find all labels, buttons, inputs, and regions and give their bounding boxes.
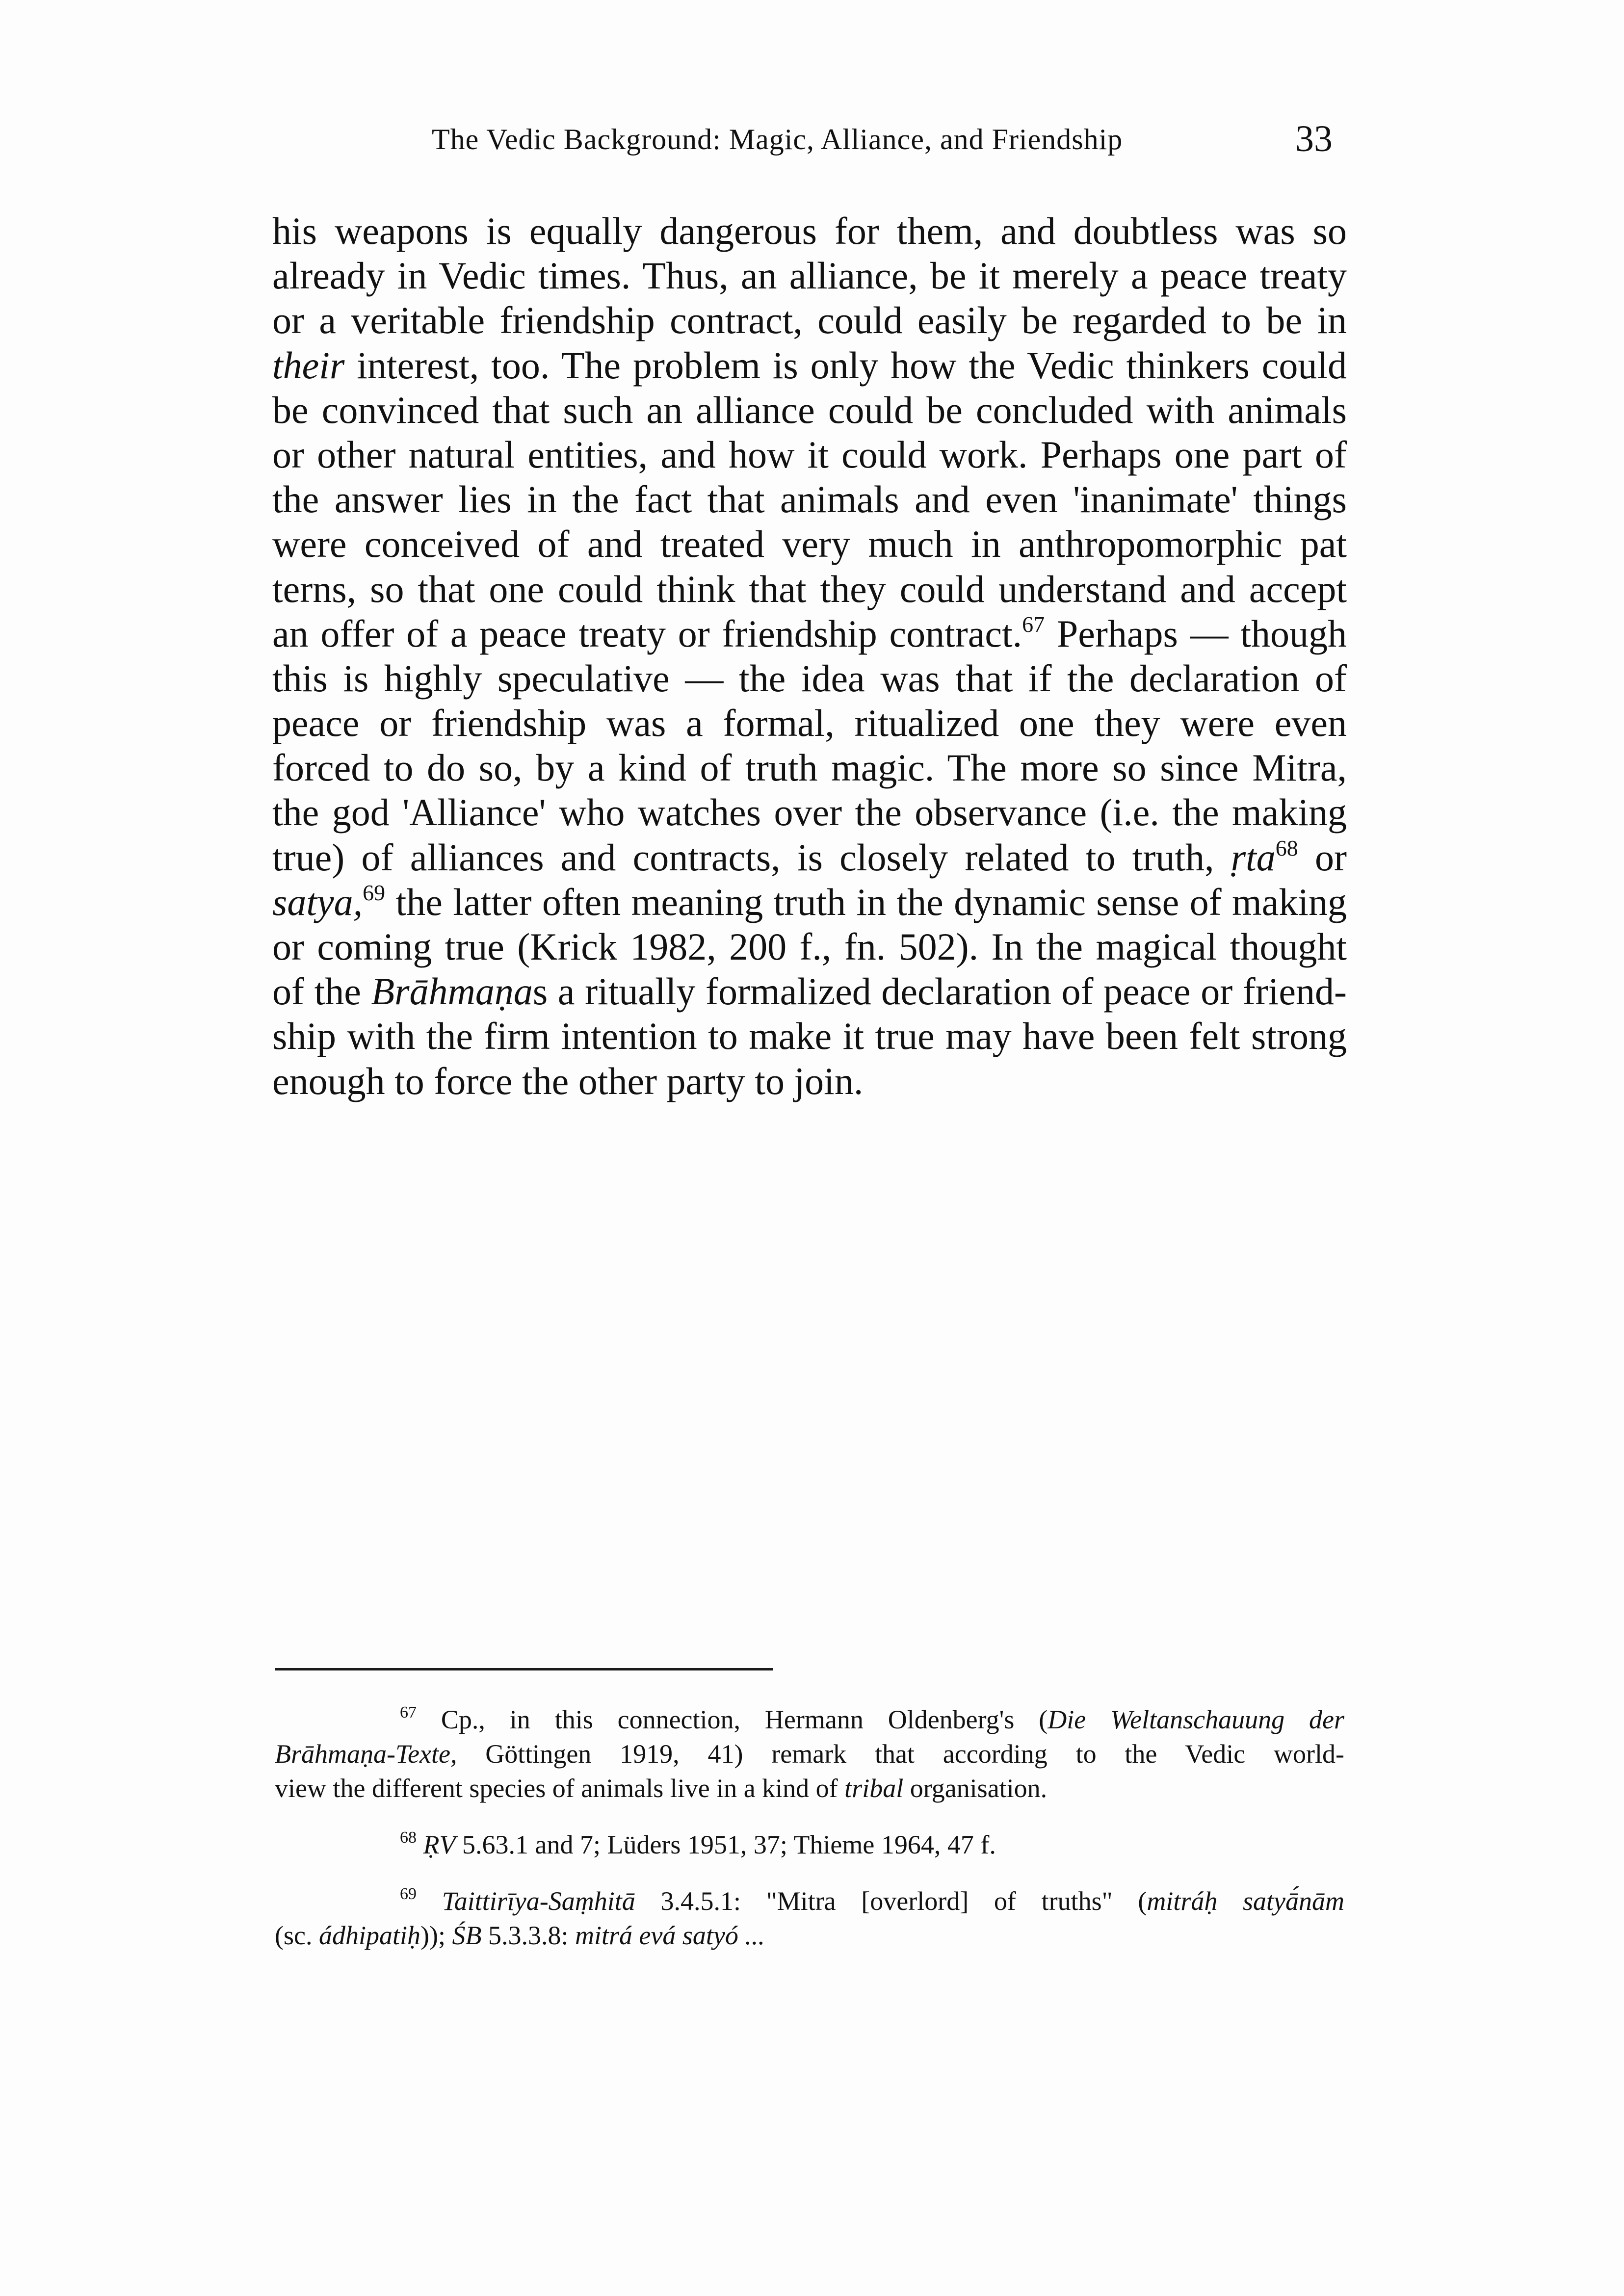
text-segment: tribal — [844, 1774, 904, 1803]
body-line — [272, 477, 1347, 522]
text-segment: his weapons is equally dangerous for them, and doubtless was so — [272, 209, 1347, 252]
text-segment: ṛta — [1231, 835, 1276, 879]
text-segment: mitráḥ satyā́nām — [1147, 1886, 1344, 1916]
running-head: The Vedic Background: Magic, Alliance, and Friendship — [432, 123, 1123, 156]
footnote-marker: 67 — [400, 1703, 417, 1722]
text-segment: the latter often meaning truth in the dynamic sense of making — [385, 880, 1347, 923]
text-segment: the answer lies in the fact that animals and even 'inanimate' things — [272, 478, 1347, 521]
text-segment: 5.63.1 and 7; Lüders 1951, 37; Thieme 1964, 47 f. — [455, 1830, 996, 1859]
text-segment: mitrá evá satyó ... — [575, 1921, 765, 1950]
text-segment: peace or friendship was a formal, ritualized one they were even — [272, 702, 1347, 745]
text-segment: or coming true (Krick 1982, 200 f., fn. 502). In the magical thought — [272, 925, 1347, 968]
text-segment: ŚB — [452, 1921, 482, 1950]
footnote-line — [275, 1884, 1344, 1918]
footnote-divider — [275, 1668, 773, 1670]
body-line — [272, 969, 1347, 1014]
body-line — [272, 790, 1347, 835]
text-segment: an offer of a peace treaty or friendship contract. — [272, 612, 1022, 655]
body-line — [272, 253, 1347, 298]
text-segment: Brāhmaṇa — [371, 970, 533, 1013]
text-segment — [417, 1830, 423, 1859]
text-segment: ádhipatiḥ — [318, 1921, 420, 1950]
text-segment: or other natural entities, and how it could work. Perhaps one part of — [272, 433, 1347, 476]
footnote-marker: 68 — [1275, 835, 1298, 861]
text-segment: organisation. — [903, 1774, 1048, 1803]
text-segment: this is highly speculative — the idea was that if the declaration of — [272, 656, 1347, 700]
body-line — [272, 432, 1347, 477]
page-number: 33 — [1295, 118, 1333, 159]
text-segment: of the — [272, 970, 371, 1013]
text-segment: s a ritually formalized declaration of peace or friend- — [532, 970, 1347, 1013]
footnote-marker: 69 — [400, 1885, 417, 1903]
text-segment: ship with the firm intention to make it true may have been felt strong — [272, 1015, 1347, 1058]
text-segment: terns, so that one could think that they could understand and accept — [272, 567, 1347, 610]
body-line — [272, 924, 1347, 969]
text-segment: the god 'Alliance' who watches over the observance (i.e. the making — [272, 791, 1347, 834]
text-segment: 5.3.3.8: — [481, 1921, 575, 1950]
footnote-68 — [275, 1827, 1344, 1862]
footnote-69 — [275, 1884, 1344, 1953]
text-segment: Perhaps — though — [1045, 612, 1347, 655]
body-line — [272, 745, 1347, 790]
text-segment: or — [1298, 835, 1347, 879]
body-line — [272, 298, 1347, 342]
body-line — [272, 611, 1347, 656]
text-segment: satya, — [272, 880, 363, 923]
text-segment: Göttingen 1919, 41) remark that according to the Vedic world- — [457, 1739, 1344, 1769]
text-segment: true) of alliances and contracts, is closely related to truth, — [272, 835, 1231, 879]
body-line — [272, 522, 1347, 566]
text-segment: enough to force the other party to join. — [272, 1059, 864, 1102]
body-line — [272, 343, 1347, 388]
footnote-line — [275, 1702, 1344, 1737]
text-segment: or a veritable friendship contract, could easily be regarded to be in — [272, 299, 1347, 342]
text-segment: already in Vedic times. Thus, an alliance, be it merely a peace treaty — [272, 254, 1347, 297]
text-segment: ṚV — [423, 1830, 456, 1859]
body-line — [272, 1014, 1347, 1058]
footnote-marker: 68 — [400, 1828, 417, 1847]
text-segment: interest, too. The problem is only how the Vedic thinkers could — [344, 343, 1347, 387]
text-segment: be convinced that such an alliance could be concluded with animals — [272, 388, 1347, 431]
body-line — [272, 880, 1347, 924]
text-segment: (sc. — [275, 1921, 319, 1950]
body-line — [272, 567, 1347, 611]
text-segment: Die Weltanschauung der — [1048, 1705, 1344, 1734]
body-line — [272, 1059, 1347, 1103]
text-segment: view the different species of animals live in a kind of — [275, 1774, 845, 1803]
body-line — [272, 656, 1347, 701]
footnotes — [275, 1702, 1344, 1975]
body-line — [272, 835, 1347, 880]
text-segment: Cp., in this connection, Hermann Oldenberg's ( — [417, 1705, 1048, 1734]
footnote-line — [275, 1771, 1344, 1805]
body-line — [272, 209, 1347, 253]
footnote-67 — [275, 1702, 1344, 1805]
footnote-marker: 67 — [1022, 611, 1045, 637]
footnote-marker: 69 — [363, 880, 386, 905]
text-segment: their — [272, 343, 345, 387]
text-segment: Taittirīya-Saṃhitā — [442, 1886, 635, 1916]
text-segment: 3.4.5.1: "Mitra [overlord] of truths" ( — [635, 1886, 1147, 1916]
footnote-line — [275, 1918, 1344, 1953]
body-line — [272, 388, 1347, 432]
footnote-line — [275, 1827, 1344, 1862]
text-segment: were conceived of and treated very much in anthropomorphic pat — [272, 522, 1347, 566]
text-segment — [417, 1886, 442, 1916]
text-segment: )); — [420, 1921, 452, 1950]
footnote-line — [275, 1737, 1344, 1771]
text-segment: forced to do so, by a kind of truth magic. The more so since Mitra, — [272, 746, 1347, 789]
text-segment: Brāhmaṇa-Texte, — [275, 1739, 457, 1769]
main-paragraph — [272, 209, 1347, 1103]
body-line — [272, 701, 1347, 745]
